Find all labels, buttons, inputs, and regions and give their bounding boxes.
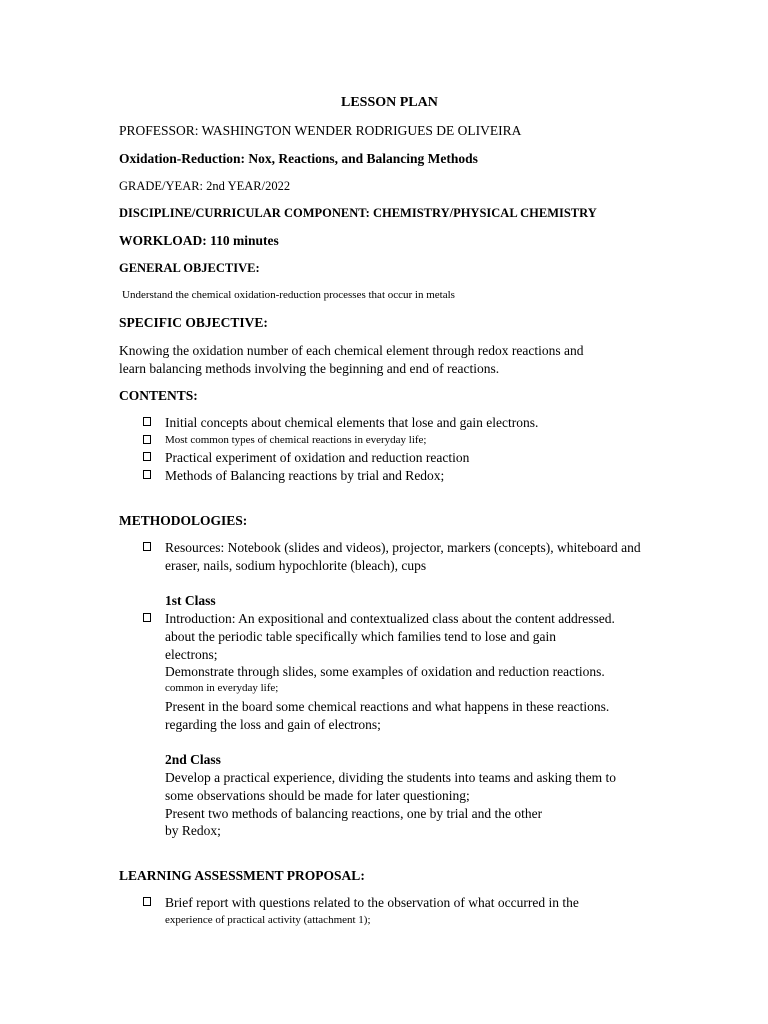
resources-line: eraser, nails, sodium hypochlorite (bleach), cups [165,558,427,573]
contents-item: Most common types of chemical reactions in everyday life; [165,434,427,446]
specific-objective-line: Knowing the oxidation number of each chemical element through redox reactions and [119,343,584,358]
bullet-box-icon [143,417,151,426]
professor-line: PROFESSOR: WASHINGTON WENDER RODRIGUES DE OLIVEIRA [119,123,522,138]
class-2-line: Develop a practical experience, dividing the students into teams and asking them to [165,770,616,785]
class-1-line: electrons; [165,647,218,662]
class-2-line: Present two methods of balancing reactions, one by trial and the other [165,806,543,821]
contents-item: Practical experiment of oxidation and reduction reaction [165,450,470,465]
lesson-subtitle: Oxidation-Reduction: Nox, Reactions, and Balancing Methods [119,151,478,166]
document-title: LESSON PLAN [341,95,438,110]
methodologies-heading: METHODOLOGIES: [119,513,248,528]
grade-year-line: GRADE/YEAR: 2nd YEAR/2022 [119,179,291,193]
bullet-box-icon [143,452,151,461]
general-objective-heading: GENERAL OBJECTIVE: [119,261,260,275]
class-1-line: regarding the loss and gain of electrons; [165,717,381,732]
class-1-line: common in everyday life; [165,682,279,694]
bullet-box-icon [143,897,151,906]
discipline-line: DISCIPLINE/CURRICULAR COMPONENT: CHEMISTRY/PHYSICAL CHEMISTRY [119,206,597,220]
contents-item: Initial concepts about chemical elements that lose and gain electrons. [165,415,539,430]
class-1-line: Demonstrate through slides, some examples of oxidation and reduction reactions. [165,664,605,679]
bullet-box-icon [143,435,151,444]
assessment-heading: LEARNING ASSESSMENT PROPOSAL: [119,868,365,883]
resources-line: Resources: Notebook (slides and videos), projector, markers (concepts), whiteboard and [165,540,641,555]
assessment-line: experience of practical activity (attachment 1); [165,914,371,926]
specific-objective-line: learn balancing methods involving the beginning and end of reactions. [119,361,500,376]
contents-item: Methods of Balancing reactions by trial and Redox; [165,468,445,483]
class-2-line: some observations should be made for later questioning; [165,788,470,803]
bullet-box-icon [143,470,151,479]
workload-line: WORKLOAD: 110 minutes [119,233,279,248]
class-1-line: Introduction: An expositional and contextualized class about the content addressed. [165,611,615,626]
contents-heading: CONTENTS: [119,388,198,403]
class-1-line: Present in the board some chemical reactions and what happens in these reactions. [165,699,610,714]
bullet-box-icon [143,542,151,551]
general-objective-text: Understand the chemical oxidation-reduction processes that occur in metals [122,289,455,301]
class-2-line: by Redox; [165,823,221,838]
class-1-line: about the periodic table specifically which families tend to lose and gain [165,629,556,644]
assessment-line: Brief report with questions related to the observation of what occurred in the [165,895,579,910]
class-1-heading: 1st Class [165,593,216,608]
class-2-heading: 2nd Class [165,752,221,767]
bullet-box-icon [143,613,151,622]
specific-objective-heading: SPECIFIC OBJECTIVE: [119,315,268,330]
